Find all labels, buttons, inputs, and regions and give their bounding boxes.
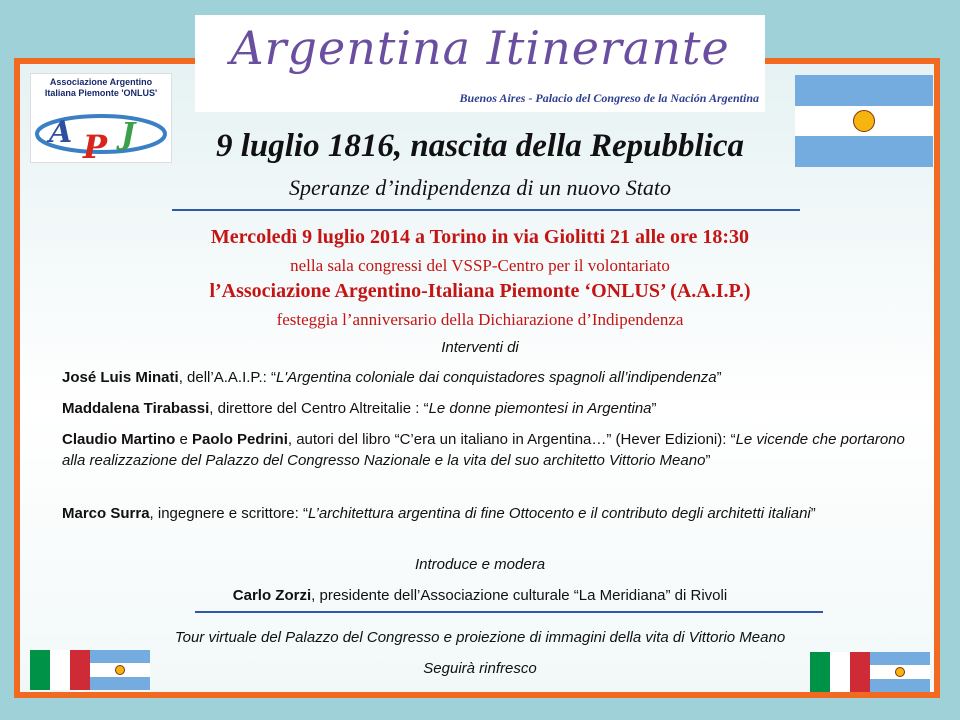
talk-end: ”: [810, 505, 816, 522]
argentina-flag-icon: [795, 75, 933, 167]
speaker-name: Maddalena Tirabassi: [62, 400, 210, 417]
italy-flag-icon: [30, 650, 90, 690]
moderator-entry: [20, 587, 940, 604]
logo-line-2: Italiana Piemonte 'ONLUS': [44, 88, 158, 98]
headline: 9 luglio 1816, nascita della Repubblica: [215, 128, 745, 164]
talk-end: ”: [716, 369, 722, 386]
moderator-name: Carlo Zorzi: [232, 587, 312, 604]
speaker-entry: [62, 367, 912, 388]
speaker-name: José Luis Minati: [62, 369, 179, 386]
association-logo: [30, 73, 172, 163]
argentina-flag-icon: [90, 650, 150, 690]
moderator-role: , presidente dell’Associazione culturale “La Meridiana” di Rivoli: [311, 587, 728, 604]
speaker-joiner: e: [175, 431, 193, 448]
tagline: Speranze d’indipendenza di un nuovo Stato: [289, 175, 671, 200]
speaker-entry: [62, 398, 912, 419]
speaker-role: , autori del libro “C’era un italiano in Argentina…” (Hever Edizioni): “: [287, 431, 736, 448]
logo-emblem-icon: [31, 100, 171, 162]
divider-bottom: [195, 611, 823, 613]
speaker-entry: [62, 503, 912, 524]
event-purpose-line: festeggia l’anniversario della Dichiarazione d’Indipendenza: [276, 310, 684, 329]
italy-flag-icon: [810, 652, 870, 692]
svg-text:J: J: [121, 117, 136, 152]
talk-title: L'Argentina coloniale dai conquistadores spagnoli all’indipendenza: [275, 369, 717, 386]
talk-end: ”: [705, 452, 711, 469]
svg-text:A: A: [49, 115, 73, 150]
logo-line-1: Associazione Argentino: [49, 77, 153, 87]
footer-refreshment-line: Seguirà rinfresco: [423, 660, 537, 677]
event-organizer-line: l’Associazione Argentino-Italiana Piemonte ‘ONLUS’ (A.A.I.P.): [209, 280, 751, 302]
event-venue-line: nella sala congressi del VSSP-Centro per il volontariato: [290, 256, 670, 275]
speaker-name: Claudio Martino: [62, 431, 176, 448]
argentina-flag-icon: [870, 652, 930, 692]
speaker-name: Marco Surra: [62, 505, 150, 522]
speaker-name-2: Paolo Pedrini: [192, 431, 288, 448]
moderator-label: Introduce e modera: [414, 556, 546, 573]
talk-title: Le vicende che portarono alla realizzazione del Palazzo del Congresso Nazionale e la vita del suo architetto Vittorio Meano: [62, 431, 905, 469]
interventi-label: Interventi di: [441, 339, 519, 356]
speaker-entry: [62, 429, 912, 471]
divider-top: [172, 209, 800, 211]
event-date-line: Mercoledì 9 luglio 2014 a Torino in via Giolitti 21 alle ore 18:30: [210, 226, 750, 248]
talk-title: Le donne piemontesi in Argentina: [428, 400, 652, 417]
talk-title: L’architettura argentina di fine Ottocento e il contributo degli architetti italiani: [307, 505, 811, 522]
svg-text:P: P: [83, 128, 108, 162]
footer-tour-line: Tour virtuale del Palazzo del Congresso e proiezione di immagini della vita di Vittorio Meano: [174, 629, 786, 646]
speaker-role: , dell’A.A.I.P.: “: [178, 369, 276, 386]
banner-subtitle: Buenos Aires - Palacio del Congreso de la Nación Argentina: [459, 91, 759, 105]
speaker-role: , ingegnere e scrittore: “: [149, 505, 308, 522]
banner-title: Argentina Itinerante: [230, 21, 730, 75]
speaker-role: , direttore del Centro Altreitalie : “: [209, 400, 429, 417]
title-banner: [195, 15, 765, 112]
talk-end: ”: [651, 400, 657, 417]
